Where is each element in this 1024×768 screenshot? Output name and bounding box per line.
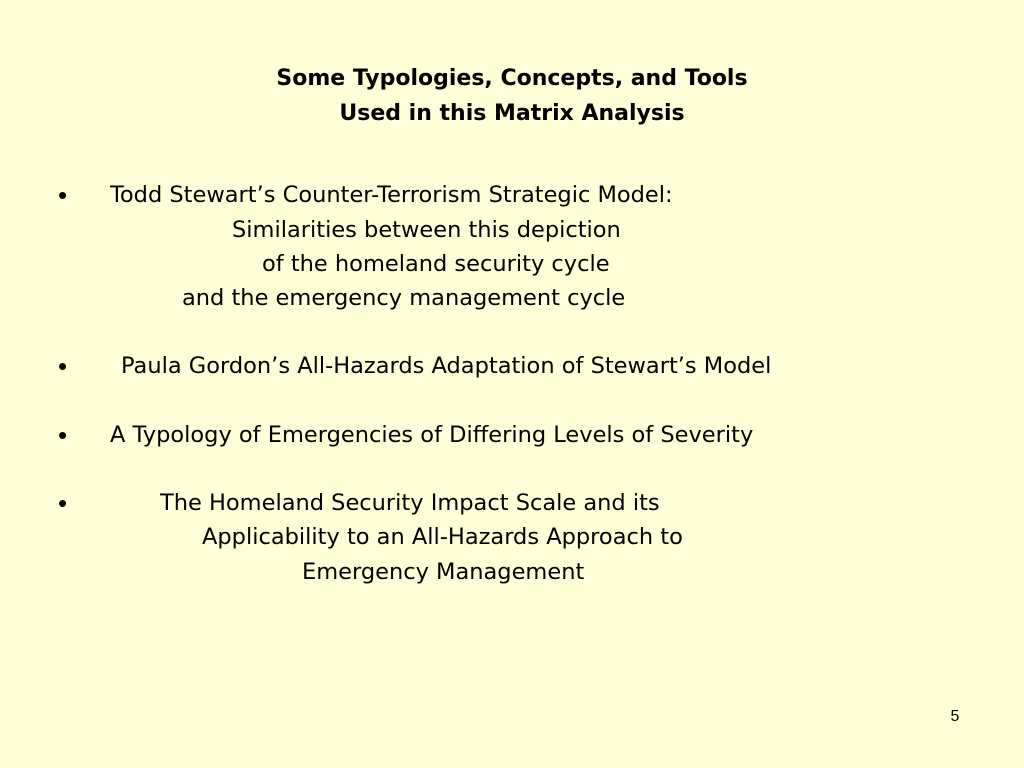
bullet-1-line-3: of the homeland security cycle	[262, 251, 610, 277]
bullet-1-line-2: Similarities between this depiction	[232, 217, 621, 243]
bullet-marker: •	[58, 180, 68, 210]
bullet-4-line-1: The Homeland Security Impact Scale and its	[160, 490, 660, 516]
bullet-marker: •	[58, 420, 68, 450]
bullet-2-line-1: Paula Gordon’s All-Hazards Adaptation of Stewart’s Model	[121, 353, 772, 379]
slide-title-line-2: Used in this Matrix Analysis	[339, 101, 685, 126]
bullet-marker: •	[58, 351, 68, 381]
bullet-4-line-2: Applicability to an All-Hazards Approach to	[202, 524, 683, 550]
bullet-4-line-3: Emergency Management	[302, 559, 585, 585]
bullet-1-line-4: and the emergency management cycle	[182, 285, 626, 311]
slide-title-line-1: Some Typologies, Concepts, and Tools	[276, 66, 748, 91]
page-number: 5	[950, 708, 960, 725]
bullet-marker: •	[58, 488, 68, 518]
bullet-1-line-1: Todd Stewart’s Counter-Terrorism Strategic Model:	[110, 182, 673, 208]
bullet-3-line-1: A Typology of Emergencies of Differing Levels of Severity	[110, 422, 754, 448]
